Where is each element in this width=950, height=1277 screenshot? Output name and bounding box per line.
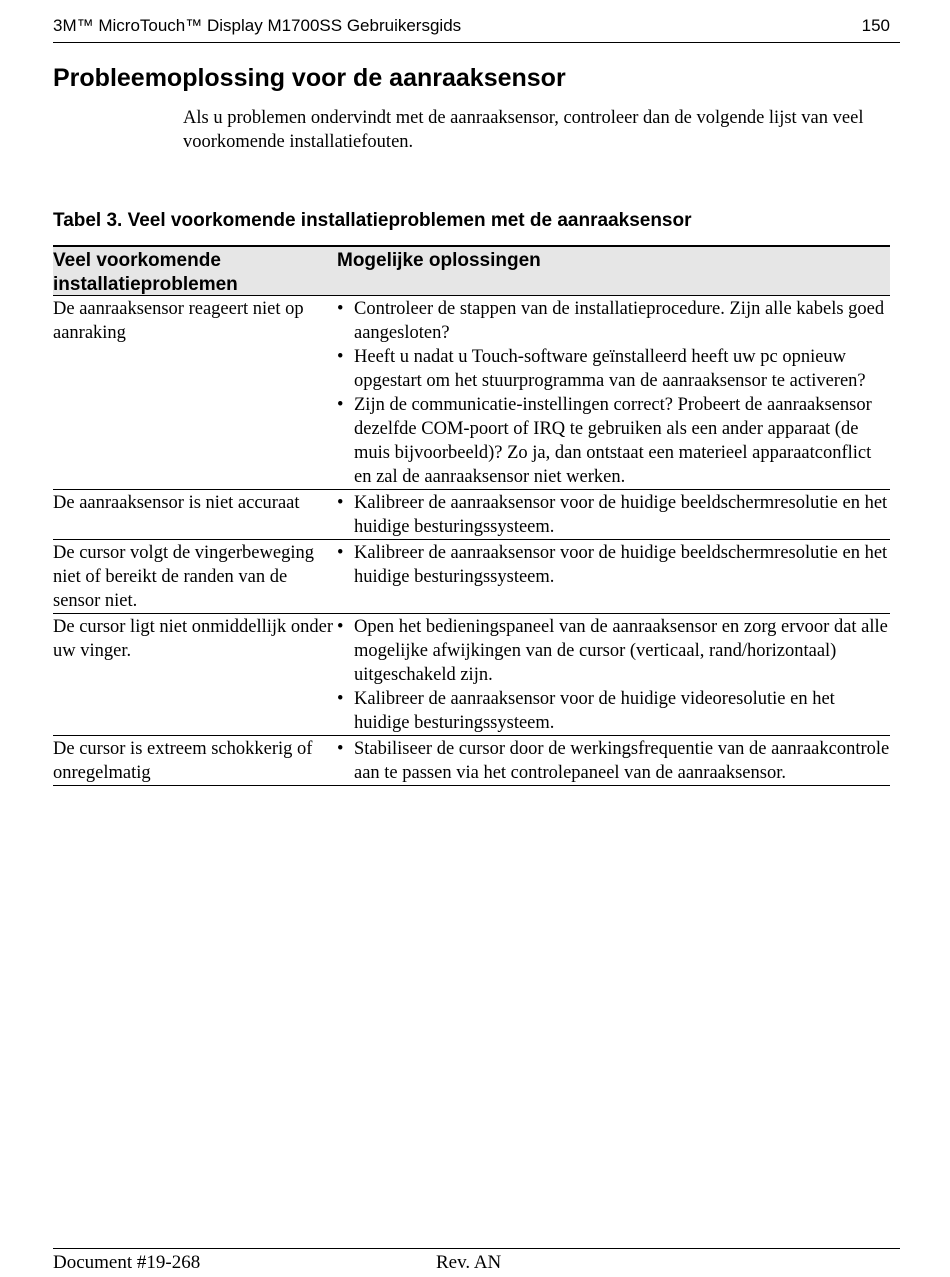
problem-cell: De cursor volgt de vingerbeweging niet of bereikt de randen van de sensor niet. bbox=[53, 543, 314, 611]
troubleshooting-table bbox=[53, 245, 890, 786]
table-row bbox=[53, 540, 890, 614]
section-title: Probleemoplossing voor de aanraaksensor bbox=[53, 64, 566, 92]
problem-cell: De cursor is extreem schokkerig of onregelmatig bbox=[53, 739, 313, 783]
problem-cell: De aanraaksensor reageert niet op aanraking bbox=[53, 299, 304, 343]
page-footer bbox=[53, 1248, 900, 1277]
solution-list bbox=[337, 491, 890, 539]
solutions-cell bbox=[337, 296, 890, 489]
document-number: Document #19-268 bbox=[53, 1252, 201, 1273]
solution-item: • Stabiliseer de cursor door de werkingsfrequentie van de aanraakcontrole aan te passen via het controlepaneel van de aanraaksensor. bbox=[337, 737, 890, 785]
solutions-cell bbox=[337, 736, 890, 785]
problem-cell: De cursor ligt niet onmiddellijk onder uw vinger. bbox=[53, 617, 334, 661]
solution-item: • Kalibreer de aanraaksensor voor de huidige beeldschermresolutie en het huidige besturingssysteem. bbox=[337, 541, 890, 589]
solution-item: • Controleer de stappen van de installatieprocedure. Zijn alle kabels goed aangesloten? bbox=[337, 297, 890, 345]
table-row bbox=[53, 614, 890, 736]
table-row bbox=[53, 296, 890, 490]
solution-list bbox=[337, 541, 890, 589]
solution-item: • Kalibreer de aanraaksensor voor de huidige beeldschermresolutie en het huidige besturingssysteem. bbox=[337, 491, 890, 539]
solution-item: • Open het bedieningspaneel van de aanraaksensor en zorg ervoor dat alle mogelijke afwijkingen van de cursor (verticaal, rand/horizontaal) uitgeschakeld zijn. bbox=[337, 615, 890, 687]
solution-item: • Zijn de communicatie-instellingen correct? Probeert de aanraaksensor dezelfde COM-poort of IRQ te gebruiken als een ander apparaat (de muis bijvoorbeeld)? Zo ja, dan ontstaat een materieel apparaatconflict en zal de aanraaksensor niet werken. bbox=[337, 393, 890, 489]
table-header-row bbox=[53, 247, 890, 296]
table-row bbox=[53, 490, 890, 540]
solution-list bbox=[337, 297, 890, 489]
header-problems: Veel voorkomende installatieproblemen bbox=[53, 250, 238, 295]
page-number: 150 bbox=[861, 16, 890, 35]
header-solutions: Mogelijke oplossingen bbox=[337, 250, 541, 271]
document-title: 3M™ MicroTouch™ Display M1700SS Gebruikersgids bbox=[53, 16, 462, 35]
page-header bbox=[53, 15, 900, 43]
solutions-cell bbox=[337, 614, 890, 735]
table-row bbox=[53, 736, 890, 786]
table-caption: Tabel 3. Veel voorkomende installatieproblemen met de aanraaksensor bbox=[53, 210, 692, 231]
solution-list bbox=[337, 737, 890, 785]
solution-item: • Heeft u nadat u Touch-software geïnstalleerd heeft uw pc opnieuw opgestart om het stuurprogramma van de aanraaksensor te activeren? bbox=[337, 345, 890, 393]
solution-list bbox=[337, 615, 890, 735]
solutions-cell bbox=[337, 540, 890, 613]
intro-paragraph: Als u problemen ondervindt met de aanraaksensor, controleer dan de volgende lijst van veel voorkomende installatiefouten. bbox=[183, 108, 864, 152]
revision-label: Rev. AN bbox=[436, 1252, 502, 1273]
solution-item: • Kalibreer de aanraaksensor voor de huidige videoresolutie en het huidige besturingssysteem. bbox=[337, 687, 890, 735]
solutions-cell bbox=[337, 490, 890, 539]
problem-cell: De aanraaksensor is niet accuraat bbox=[53, 493, 300, 513]
